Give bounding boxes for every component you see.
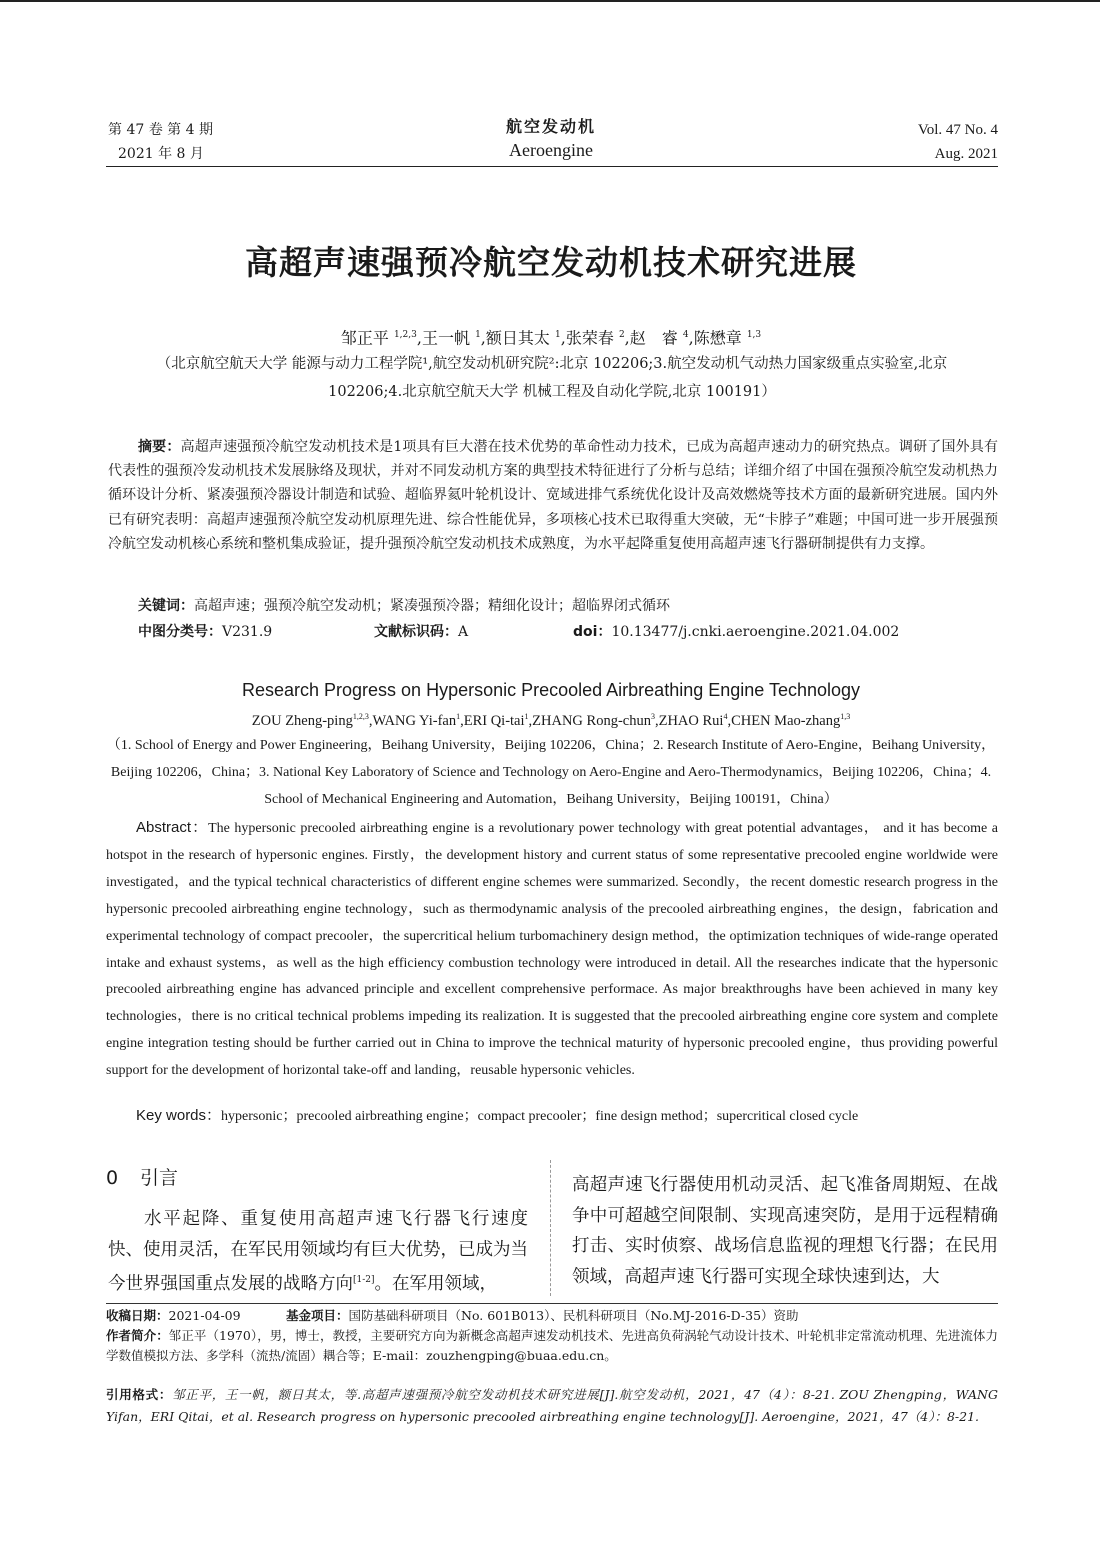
affiliations-cn [112, 350, 992, 406]
volume-issue-en: Vol. 47 No. 4 [917, 122, 998, 138]
bio-value: 邹正平（1970），男，博士，教授，主要研究方向为新概念高超声速发动机技术、先进高负荷涡轮气动设计技术、叶轮机非定常流动机理、先进流体力学数值模拟方法、多学科（流热/流固）耦合等；E-mail：zouzhengping@buaa.edu.cn。 [106, 1328, 998, 1363]
paper-title-en: Research Progress on Hypersonic Precooled Airbreathing Engine Technology [241, 680, 861, 700]
keywords-cn-text: 高超声速；强预冷航空发动机；紧凑强预冷器；精细化设计；超临界闭式循环 [194, 598, 670, 614]
body-text: 。在军用领域， [374, 1273, 498, 1294]
clc-code [138, 624, 272, 640]
issue-info [108, 118, 213, 166]
issue-date-en: Aug. 2021 [934, 146, 998, 162]
paper-title-cn: 高超声速强预冷航空发动机技术研究进展 [245, 243, 857, 282]
author-affil-mark: 3 [650, 712, 655, 721]
abstract-en [106, 815, 998, 1085]
body-column-left [108, 1204, 528, 1299]
doi-label: doi： [573, 624, 612, 640]
author-name-en: ZOU Zheng-ping [251, 712, 353, 729]
issue-info-en [918, 118, 998, 166]
fund-value: 国防基础科研项目（No. 601B013）、民机科研项目（No.MJ-2016-D-35）资助 [348, 1308, 799, 1323]
keywords-cn [138, 594, 998, 618]
body-column-right: 高超声速飞行器使用机动灵活、起飞准备周期短、在战争中可超越空间限制、实现高速突防，是用于远程精确打击、实时侦察、战场信息监视的理想飞行器；在民用领域，高超声速飞行器可实现全球快速到达，大 [572, 1175, 998, 1287]
bio-label: 作者简介： [106, 1328, 169, 1343]
author-name: 赵 睿 [629, 328, 678, 348]
author-list-en: ZOU Zheng-ping$^{1,2,3}$,WANG Yi-fan$^1$,ERI Qi-tai$^1$,ZHANG Rong-chun$^3$,ZHAO Rui$^4$,CHEN Mao-zhang$^{1,3}$ [251, 712, 851, 729]
received-value: 2021-04-09 [168, 1308, 241, 1323]
keywords-en [136, 1103, 998, 1130]
fund-label: 基金项目： [286, 1308, 349, 1323]
citation-format [106, 1384, 998, 1428]
section-heading [106, 1164, 178, 1192]
doi-value[interactable]: 10.13477/j.cnki.aeroengine.2021.04.002 [611, 624, 900, 640]
doc-code-label: 文献标识码： [374, 624, 458, 640]
author-name: 王一帆 [421, 328, 470, 348]
header-rule [106, 166, 998, 167]
author-name: 邹正平 [340, 328, 389, 348]
page-top-edge [0, 0, 1100, 2]
journal-name-cn: 航空发动机 [505, 117, 596, 136]
section-number: 0 [106, 1167, 119, 1189]
author-affil-mark: 1,3 [840, 712, 851, 721]
author-affil-mark: 4 [682, 330, 689, 340]
author-affil-mark: 1 [475, 330, 481, 340]
section-title: 引言 [140, 1167, 179, 1189]
document-code [374, 620, 468, 644]
classification-row [138, 620, 998, 644]
author-name: 额日其太 [485, 328, 550, 348]
fund-info [286, 1306, 799, 1326]
abstract-en-label: Abstract： [136, 819, 209, 836]
author-affil-mark: 4 [723, 712, 728, 721]
issue-date: 2021 年 8 月 [118, 146, 204, 162]
author-affil-mark: 1,3 [746, 330, 762, 340]
citation-ref[interactable]: [1-2] [353, 1275, 375, 1285]
author-affil-mark: 1,2,3 [393, 330, 417, 340]
author-affil-mark: 1 [524, 712, 529, 721]
author-name-en: ZHAO Rui [658, 712, 724, 729]
column-divider [550, 1160, 551, 1296]
received-date [106, 1308, 241, 1323]
keywords-en-label: Key words： [136, 1107, 222, 1124]
author-affil-mark: 1 [456, 712, 461, 721]
citation-label: 引用格式： [106, 1387, 173, 1402]
footnote-received-fund [106, 1306, 998, 1326]
journal-name [420, 116, 682, 162]
affiliations-en: （1. School of Energy and Power Engineering，Beihang University，Beijing 102206，China；2. Research Institute of Aero-Engine，Beihang University，Beijing 102206，China；3. National Key Laboratory of Science and Technology on Aero-Engine and Aero-Thermodynamics，Beijing 102206，China；4. School of Mechanical Engineering and Automation，Beihang University，Beijing 100191，China） [106, 738, 996, 807]
journal-name-en: Aeroengine [509, 140, 593, 160]
citation-text: 邹正平，王一帆，额日其太，等.高超声速强预冷航空发动机技术研究进展[J].航空发动机，2021，47（4）：8-21. ZOU Zhengping，WANG Yifan，ERI Qitai，et al. Research progress on hypersonic precooled airbreathing engine technology[J]. Aeroengine，2021，47（4）：8-21. [106, 1387, 998, 1424]
author-name-en: WANG Yi-fan [372, 712, 457, 729]
abstract-en-text: The hypersonic precooled airbreathing engine is a revolutionary power technology with great potential advantages， and it has become a hotspot in the research of hypersonic engines. Firstly，the development history and current status of some representative precooled engine worldwide were investigated，and the typical technical characteristics of different engine schemes were summarized. Secondly，the recent domestic research progress in the hypersonic precooled airbreathing engine technology，such as thermodynamic analysis of the precooled airbreathing engines，the design，fabrication and experimental technology of compact precooler，the supercritical helium turbomachinery design method，the optimization techniques of wide-range operated intake and exhaust systems，as well as the high efficiency combustion technology were introduced in detail. All the researches indicate that the hypersonic precooled airbreathing engine has advanced principle and excellent comprehensive performace. As major breakthroughs have been achieved in many key technologies，there is no critical technical problems impeding its realization. It is suggested that the precooled airbreathing engine core system and complete engine integration testing should be further carried out in China to improve the technical maturity of hypersonic precooled engine，thus providing powerful support for the development of horizontal take-off and landing，reusable hypersonic vehicles. [106, 821, 998, 1079]
author-name-en: ZHANG Rong-chun [532, 712, 651, 729]
author-name: 张荣春 [565, 328, 614, 348]
clc-value: V231.9 [222, 624, 273, 640]
affiliation-line: （北京航空航天大学 能源与动力工程学院¹,航空发动机研究院²:北京 102206;3.航空发动机气动热力国家级重点实验室,北京 [156, 356, 948, 372]
affiliation-line: 102206;4.北京航空航天大学 机械工程及自动化学院,北京 100191） [328, 384, 776, 400]
author-name-en: ERI Qi-tai [463, 712, 525, 729]
keywords-en-text: hypersonic；precooled airbreathing engine；compact precooler；fine design method；supercritical closed cycle [221, 1109, 859, 1124]
body-text: 水平起降、重复使用高超声速飞行器飞行速度快、使用灵活，在军民用领域均有巨大优势，已成为当今世界强国重点发展的战略方向 [108, 1209, 528, 1294]
author-affil-mark: 1 [555, 330, 561, 340]
doi [573, 620, 899, 644]
author-affil-mark: 1,2,3 [352, 712, 369, 721]
clc-label: 中图分类号： [138, 624, 222, 640]
received-label: 收稿日期： [106, 1308, 169, 1323]
footnote-author-bio [106, 1326, 998, 1366]
author-name: 陈懋章 [693, 328, 742, 348]
volume-issue: 第 47 卷 第 4 期 [108, 122, 213, 138]
abstract-cn-text: 高超声速强预冷航空发动机技术是1项具有巨大潜在技术优势的革命性动力技术，已成为高超声速动力的研究热点。调研了国外具有代表性的强预冷发动机技术发展脉络及现状，并对不同发动机方案的典型技术特征进行了分析与总结；详细介绍了中国在强预冷航空发动机热力循环设计分析、紧凑强预冷器设计制造和试验、超临界氦叶轮机设计、宽域进排气系统优化设计及高效燃烧等技术方面的最新研究进展。国内外已有研究表明：高超声速强预冷航空发动机原理先进、综合性能优异，多项核心技术已取得重大突破，无“卡脖子”难题；中国可进一步开展强预冷航空发动机核心系统和整机集成验证，提升强预冷航空发动机技术成熟度，为水平起降重复使用高超声速飞行器研制提供有力支撑。 [108, 439, 999, 552]
keywords-cn-label: 关键词： [138, 598, 194, 614]
abstract-cn-label: 摘要： [138, 439, 181, 455]
author-affil-mark: 2 [618, 330, 625, 340]
author-name-en: CHEN Mao-zhang [731, 712, 841, 729]
abstract-cn [108, 435, 998, 556]
footnote-rule [106, 1303, 998, 1304]
author-list-cn: 邹正平 $^{1,2,3}$,王一帆 $^1$,额日其太 $^1$,张荣春 $^2$,赵 睿 $^4$,陈懋章 $^{1,3}$ [340, 328, 762, 348]
doc-code-value: A [458, 624, 469, 640]
